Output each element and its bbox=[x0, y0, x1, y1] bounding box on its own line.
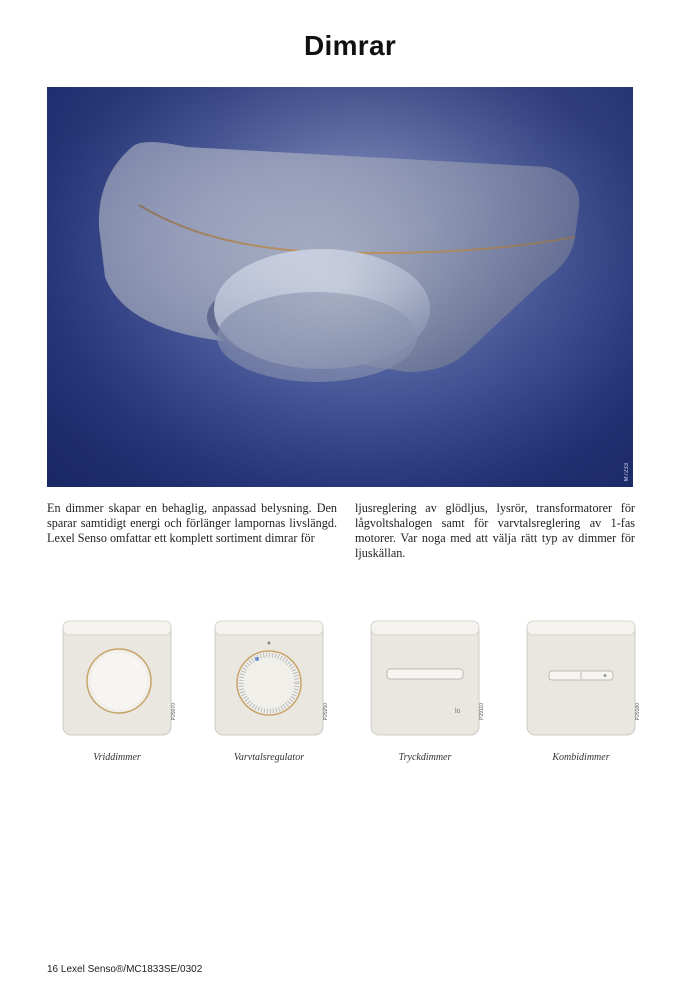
product-caption: Tryckdimmer bbox=[398, 752, 452, 763]
product-caption: Varvtalsregulator bbox=[233, 752, 305, 763]
tryckdimmer-image bbox=[365, 615, 485, 740]
product-tryckdimmer bbox=[365, 615, 485, 775]
dimmer-product-photo bbox=[47, 87, 633, 487]
product-code: P29180 bbox=[635, 703, 641, 721]
kombidimmer-image bbox=[521, 615, 641, 740]
varvtalsregulator-image bbox=[209, 615, 329, 740]
page-title: Dimrar bbox=[303, 30, 397, 61]
svg-text:lo: lo bbox=[455, 708, 461, 715]
product-code: P29070 bbox=[171, 703, 177, 721]
product-row bbox=[0, 615, 700, 775]
page-footer: 16 Lexel Senso®/MC1833SE/0302 bbox=[47, 964, 203, 975]
intro-paragraph-right: ljusreglering av glödljus, lysrör, transformatorer för lågvoltshalogen samt för varvtalsreglering av 1-fas motorer. Var noga med att välja rätt typ av dimmer för ljuskällan. bbox=[355, 501, 635, 560]
product-vriddimmer bbox=[57, 615, 177, 775]
vriddimmer-image bbox=[57, 615, 177, 740]
hero-photo bbox=[47, 87, 633, 487]
product-code: P29110 bbox=[479, 703, 485, 720]
intro-paragraph-left: En dimmer skapar en behaglig, anpassad belysning. Den sparar samtidigt energi och förlänger lampornas livslängd. Lexel Senso omfattar ett komplett sortiment dimrar för bbox=[47, 501, 337, 545]
product-varvtalsregulator bbox=[209, 615, 329, 775]
product-code: P29250 bbox=[323, 703, 329, 721]
product-kombidimmer bbox=[521, 615, 641, 775]
product-caption: Kombidimmer bbox=[552, 752, 610, 763]
photo-code: M7233 bbox=[624, 462, 630, 481]
product-caption: Vriddimmer bbox=[93, 752, 141, 763]
